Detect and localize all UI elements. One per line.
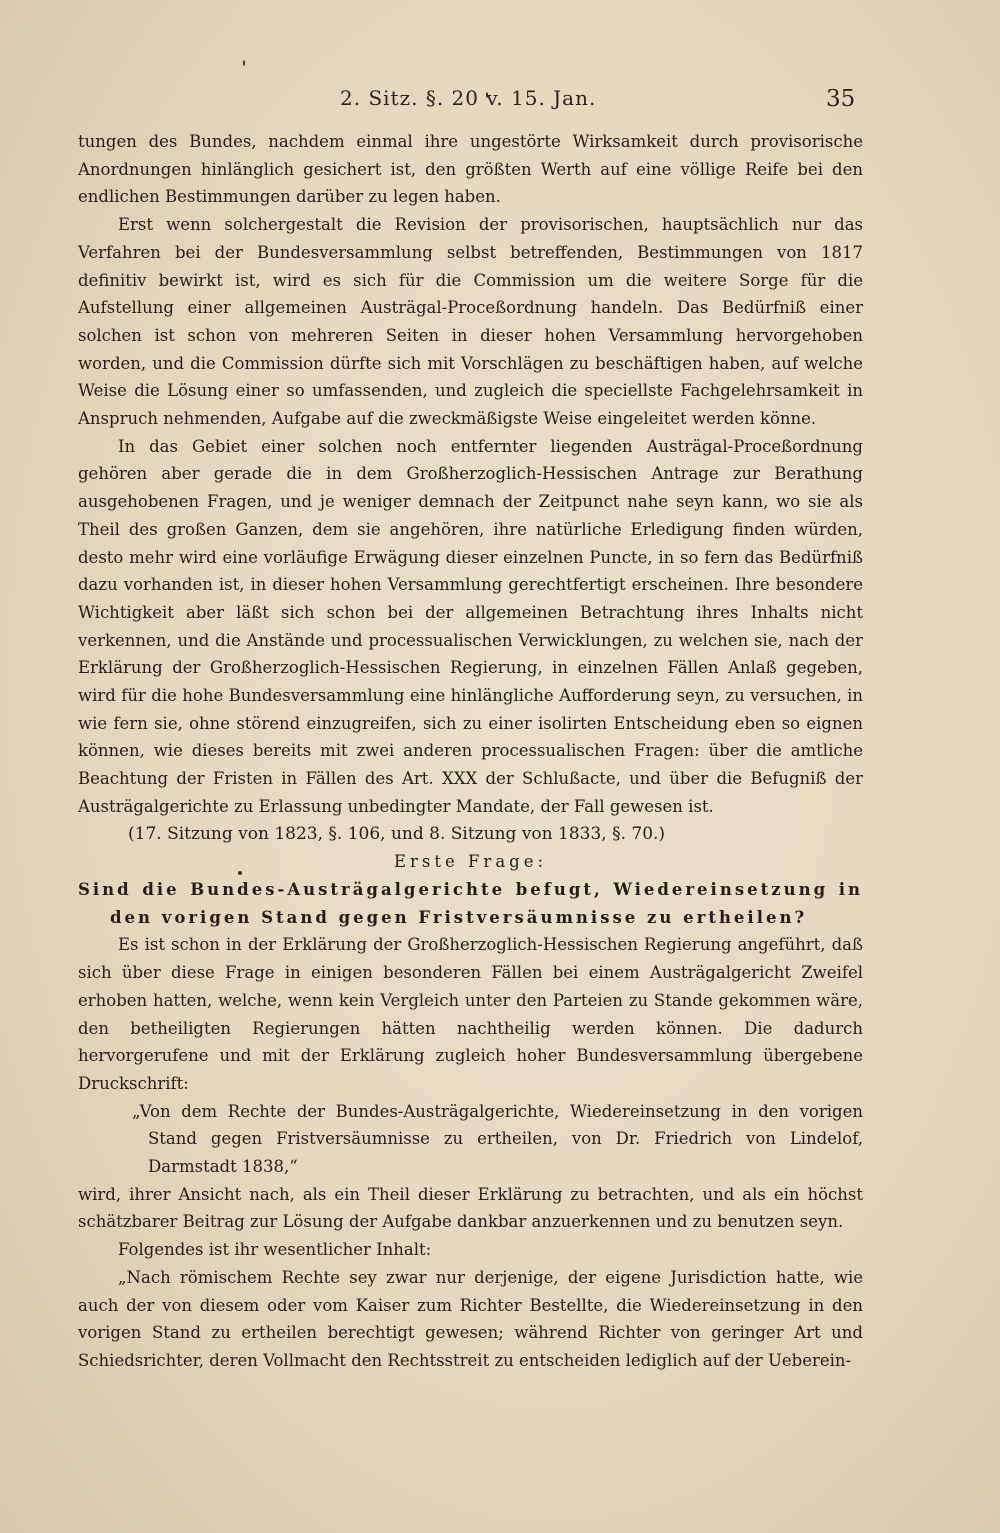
running-head: 2. Sitz. §. 20 v. 15. Jan.: [340, 86, 597, 110]
page-header: [0, 86, 1000, 116]
paragraph-explanation: Es ist schon in der Erklärung der Großherzoglich-Hessischen Regierung angeführt, daß sich über diese Frage in einigen besonderen Fällen bei einem Austrägalgericht Zweifel erhoben hatten, welche, wenn kein Vergleich unter den Parteien zu Stande gekommen wäre, den betheiligten Regierungen hätten nachtheilig werden können. Die dadurch hervorgerufene und mit der Erklärung zugleich hoher Bundesversammlung übergebene Druckschrift:: [78, 935, 863, 1093]
page-number: 35: [826, 86, 856, 112]
question-text: Sind die Bundes-Austrägalgerichte befugt, Wiedereinsetzung in den vorigen Stand gegen Fristversäumnisse zu ertheilen?: [78, 879, 863, 927]
paragraph-continuation: tungen des Bundes, nachdem einmal ihre ungestörte Wirksamkeit durch provisorische Anordnungen hinlänglich gesichert ist, den größten Werth auf eine völlige Reife bei den endlichen Bestimmungen darüber zu legen haben.: [78, 132, 863, 207]
page-body: [78, 128, 863, 1375]
paper-speck: [243, 60, 245, 66]
section-heading: Erste Frage:: [393, 852, 548, 872]
paragraph-procedure: In das Gebiet einer solchen noch entfernter liegenden Austrägal-Proceßordnung gehören aber gerade die in dem Großherzoglich-Hessischen Antrage zur Berathung ausgehobenen Fragen, und je weniger demnach der Zeitpunct nahe seyn kann, wo sie als Theil des großen Ganzen, dem sie angehören, ihre natürliche Erledigung finden würden, desto mehr wird eine vorläufige Erwägung dieser einzelnen Puncte, in so fern das Bedürfniß dazu vorhanden ist, in dieser hohen Versammlung gerechtfertigt erscheinen. Ihre besondere Wichtigkeit aber läßt sich schon bei der allgemeinen Betrachtung ihres Inhalts nicht verkennen, und die Anstände und processualischen Verwicklungen, zu welchen sie, nach der Erklärung der Großherzoglich-Hessischen Regierung, in einzelnen Fällen Anlaß gegeben, wird für die hohe Bundesversammlung eine hinlängliche Aufforderung seyn, zu versuchen, in wie fern sie, ohne störend einzugreifen, sich zu einer isolirten Entscheidung eben so eignen können, wie dieses bereits mit zwei anderen processualischen Fragen: über die amtliche Beachtung der Fristen in Fällen des Art. XXX der Schlußacte, und über die Befugniß der Austrägalgerichte zu Erlassung unbedingter Mandate, der Fall gewesen ist.: [78, 436, 863, 816]
paragraph-assessment: wird, ihrer Ansicht nach, als ein Theil dieser Erklärung zu betrachten, und als ein höchst schätzbarer Beitrag zur Lösung der Aufgabe dankbar anzuerkennen und zu benutzen seyn.: [78, 1184, 863, 1232]
session-reference: (17. Sitzung von 1823, §. 106, und 8. Sitzung von 1833, §. 70.): [128, 823, 666, 844]
paragraph-revision: Erst wenn solchergestalt die Revision der provisorischen, hauptsächlich nur das Verfahren bei der Bundesversammlung selbst betreffenden, Bestimmungen von 1817 definitiv bewirkt ist, wird es sich für die Commission um die weitere Sorge für die Aufstellung einer allgemeinen Austrägal-Proceßordnung handeln. Das Bedürfniß einer solchen ist schon von mehreren Seiten in dieser hohen Versammlung hervorgehoben worden, und die Commission dürfte sich mit Vorschlägen zu beschäftigen haben, auf welche Weise die Lösung einer so umfassenden, und zugleich die speciellste Fachgelehrsamkeit in Anspruch nehmenden, Aufgabe auf die zweckmäßigste Weise eingeleitet werden könne.: [78, 215, 863, 429]
intro-line: Folgendes ist ihr wesentlicher Inhalt:: [118, 1240, 432, 1260]
paragraph-roman-law: „Nach römischem Rechte sey zwar nur derjenige, der eigene Jurisdiction hatte, wie auch der von diesem oder vom Kaiser zum Richter Bestellte, die Wiedereinsetzung in den vorigen Stand zu ertheilen berechtigt gewesen; während Richter von geringer Art und Schiedsrichter, deren Vollmacht den Rechtsstreit zu entscheiden lediglich auf der Ueberein-: [78, 1267, 863, 1370]
quoted-title: „Von dem Rechte der Bundes-Austrägalgerichte, Wiedereinsetzung in den vorigen Stand gegen Fristversäumnisse zu ertheilen, von Dr. Friedrich von Lindelof, Darmstadt 1838,“: [132, 1101, 863, 1177]
